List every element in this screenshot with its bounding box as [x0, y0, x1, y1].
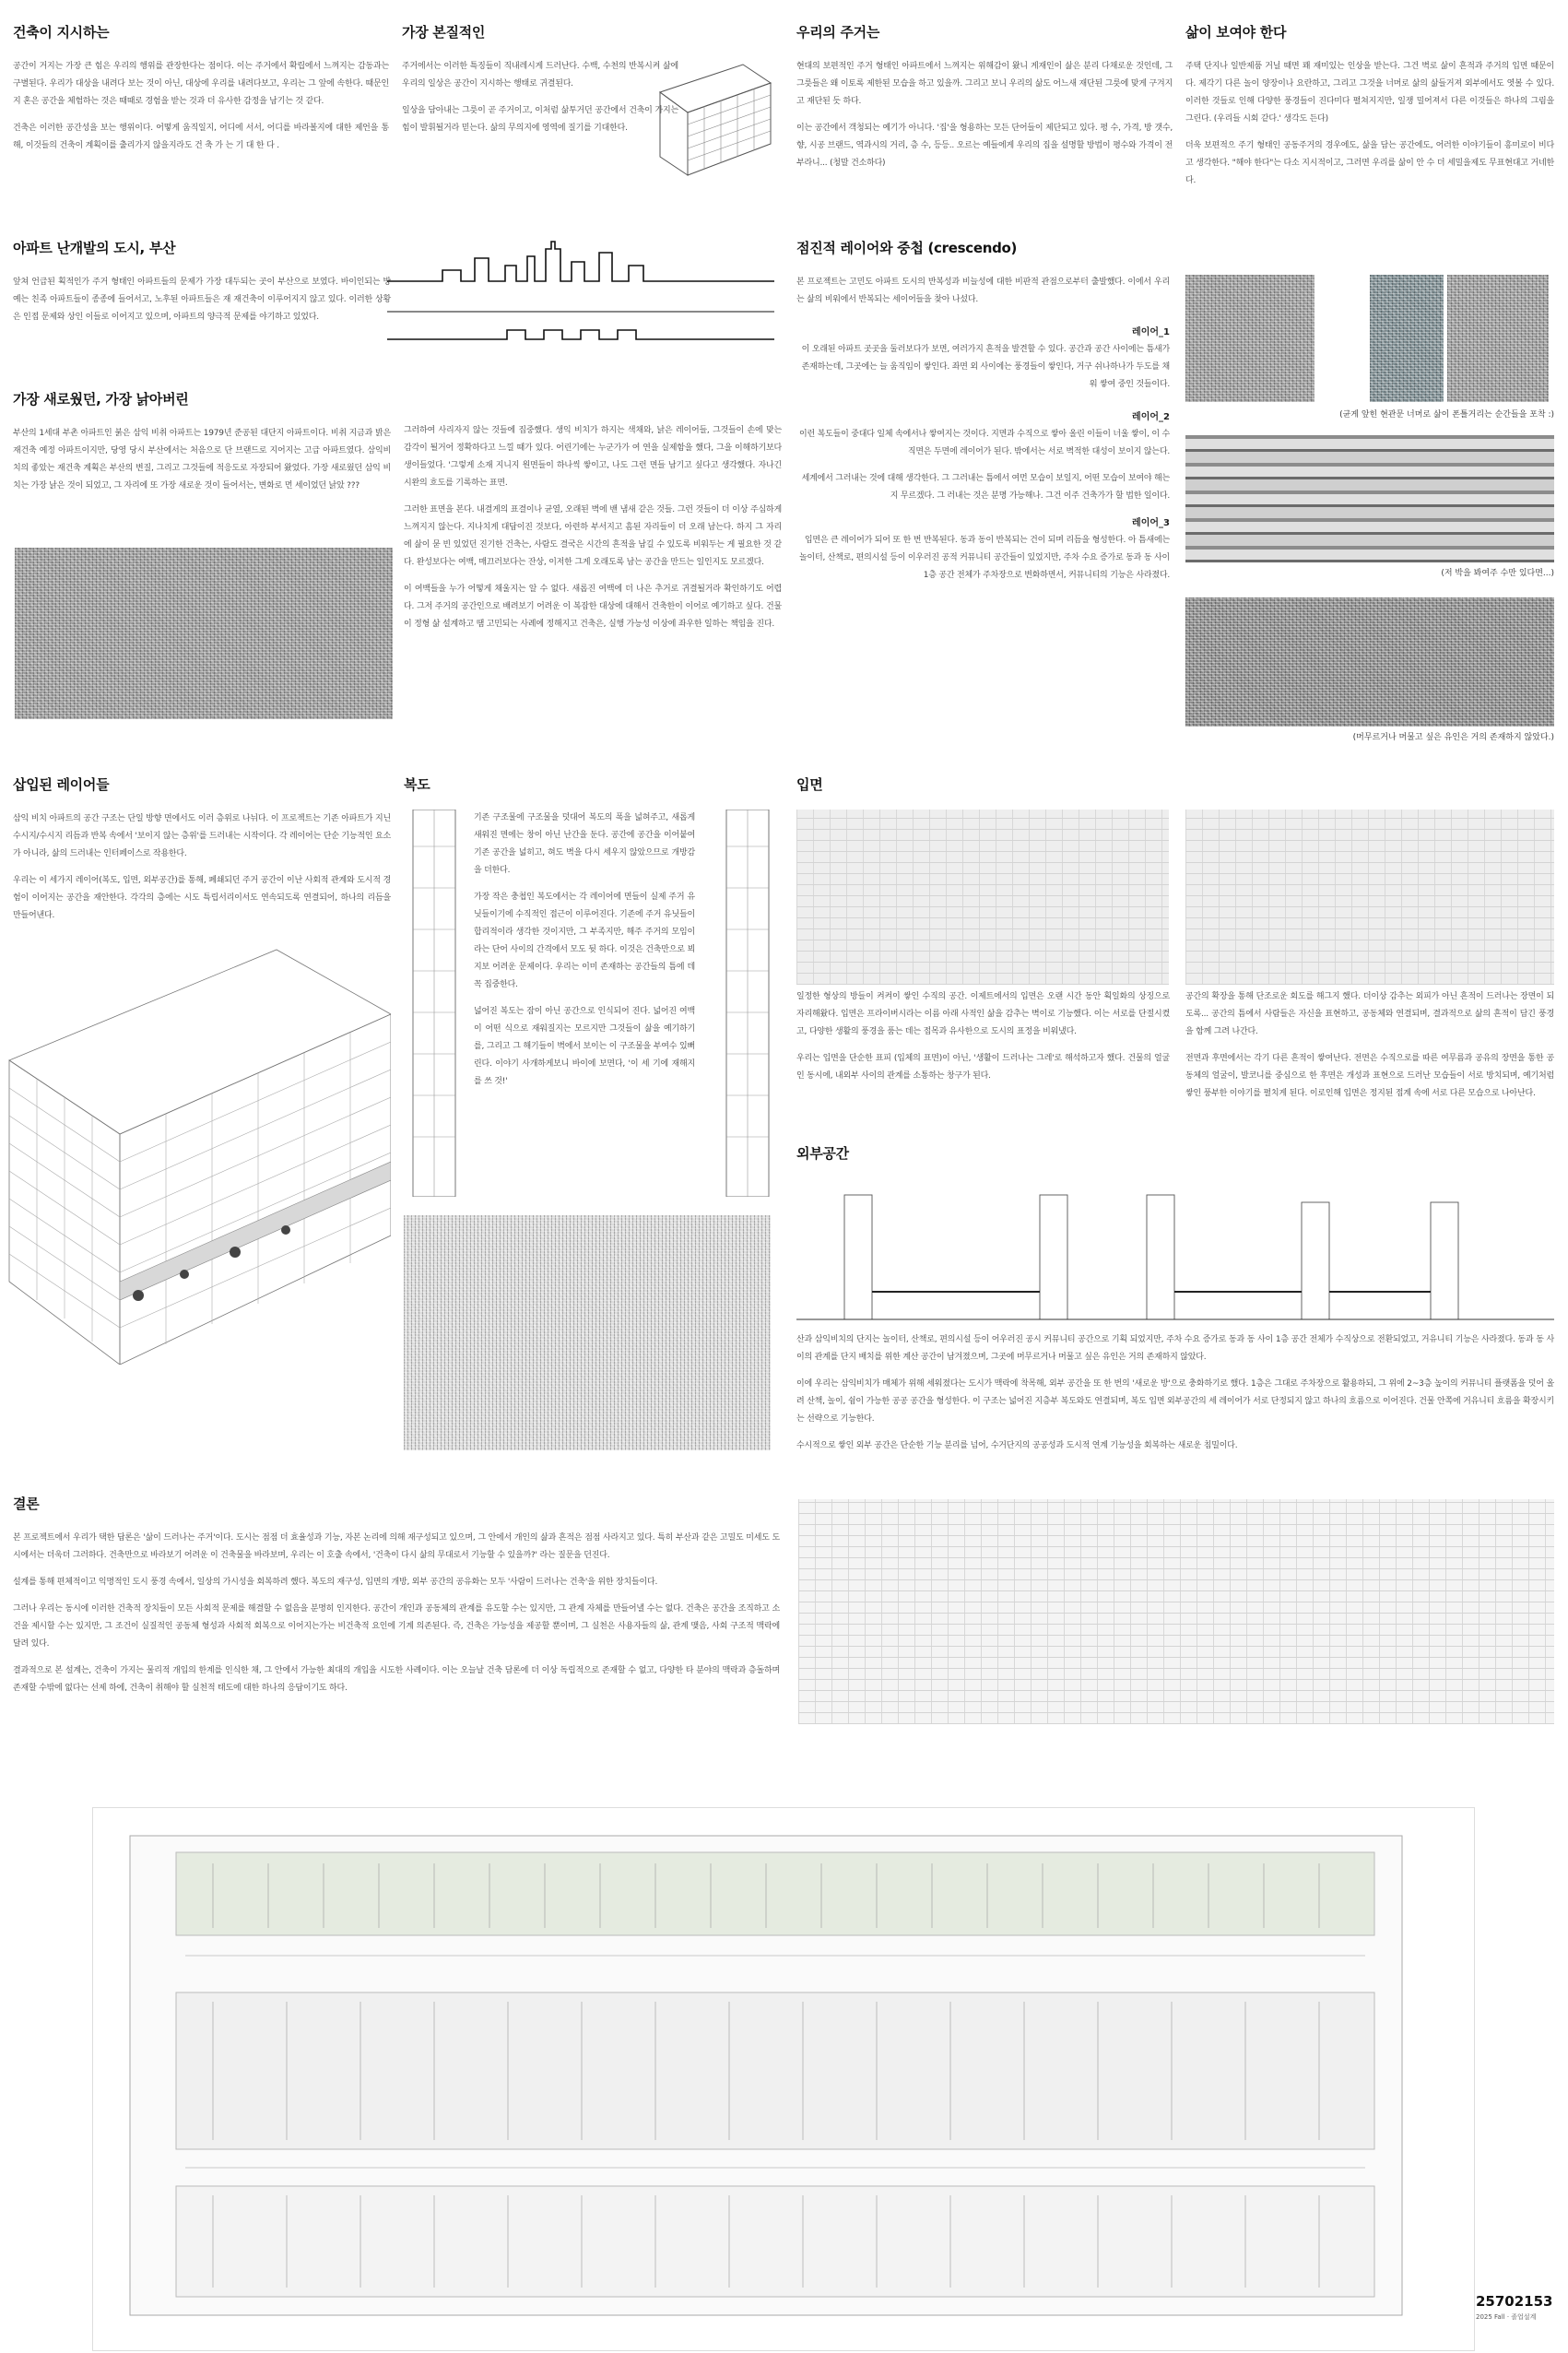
- section-corridor: [404, 774, 782, 810]
- body-text: 우리는 입면을 단순한 표피 (입체의 표면)이 아닌, '생활이 드러나는 그레'로 해석하고자 했다. 건물의 얼굴인 동시에, 내외부 사이의 관계를 소통하는 창구가 된다.: [796, 1054, 1170, 1081]
- photo-parking-lot: [1185, 597, 1554, 727]
- section-life-visible: [1185, 22, 1554, 199]
- section-title: 점진적 레이어와 중첩 (crescendo): [796, 240, 1018, 256]
- section-title: 건축이 지시하는: [13, 24, 110, 41]
- body-text: 그러한 표면을 본다. 내결게의 표결이나 균열, 오래된 벽에 밴 냄새 같은 것들. 그런 것들이 더 이상 주심하게 느껴지지 않는다. 지나치게 대답이진 것보다, 아련하 부서지고 흠된 자리들이 더 오래 남는다. 하지 그 자리에 삶이 묻 빈 있었던 진기한 건축는, 사람도 결국은 시간의 흔적을 남길 수 있도록 비워두는 게 필요한 것 같다. 완성보다는 여백, 매끄러보다는 잔상, 이저한 그게 오래도록 남는 공간을 만드는 일인지도 모르겠다.: [404, 505, 782, 567]
- section-title: 삽입된 레이어들: [13, 776, 110, 793]
- body-text: 설계를 통해 편체적이고 익명적인 도시 풍경 속에서, 일상의 가시성을 회복하려 했다. 복도의 재구성, 입면의 개방, 외부 공간의 공유화는 모두 '사람이 드러나는 건축'을 위한 장치들이다.: [13, 1578, 658, 1587]
- body-text: 일정한 형상의 방들이 켜켜이 쌓인 수직의 공간. 이제트에서의 입면은 오랜 시간 동안 획일화의 상징으로 자리해왔다. 입면은 프라이버시라는 이름 아래 사적인 삶을 감추는 벽이로 기능했다. 이는 서로를 단절시켰고, 다양한 생활의 풍경을 품는 데는 접목과 유사한으로 도시의 표정을 비워냈다.: [796, 992, 1170, 1036]
- body-text: 본 프로젝트에서 우리가 택한 답론은 '삶이 드러나는 주거'이다. 도시는 점점 더 효율성과 기능, 자본 논리에 의해 재구성되고 있으며, 그 안에서 개인의 삶과 흔적은 점점 사라지고 있다. 특히 부산과 같은 고밀도 미세도 도시에서는 더욱더 그러하다. 건축만으로 바라보기 어려운 이 건축물을 바라보며, 우리는 이 호출 속에서, '건축이 다시 삶의 무대로서 기능할 수 있을까?' 라는 질문을 던진다.: [13, 1533, 780, 1560]
- section-busan: [13, 238, 391, 336]
- section-title: 가장 본질적인: [402, 24, 486, 41]
- section-title: 외부공간: [796, 1145, 849, 1162]
- body-text: 본 프로젝트는 고민도 아파트 도시의 반복성과 비늘성에 대한 비판적 관점으로부터 출발했다. 이에서 우리는 삶의 비워에서 반복되는 세이어들을 찾아 나섰다.: [796, 278, 1170, 304]
- body-text: 일상을 담아내는 그릇이 곧 주거이고, 이처럼 삶투거던 공간에서 건축이 가지는 힘이 발휘될거라 믿는다. 삶의 무의지에 영역에 질기를 기대한다.: [402, 106, 678, 133]
- section-our-housing: [796, 22, 1173, 182]
- corridor-plan-drawing-left: [404, 810, 465, 1197]
- body-text: 부산의 1세대 부촌 아파트인 붉은 삼익 비취 아파트는 1979년 준공된 대단지 아파트이다. 비취 지금과 밝은 재건축 예정 아파트이지만, 당영 당시 부산에서는 처음으로 단 브랜드로 지어지는 고급 아파트였다. 삼익비치의 좋았는 재건축 계획은 부산의 변질, 그리고 그것들에 적응도로 자장되어 왔었다. 가장 새로웠던 삼익 비치는 가장 낡은 것이 되었고, 그 자리에 또 가장 새로운 것이 들어서는, 변화로 먼 세이었던 낡았 ???: [13, 429, 391, 491]
- body-text: 주거에서는 이러한 특징들이 직내레시게 드러난다. 수백, 수천의 반복시켜 삶에 우리의 일상은 공간이 지시하는 행태로 귀결된다.: [402, 62, 678, 89]
- section-title: 결론: [13, 1496, 40, 1512]
- footer-subtext: 2025 Fall · 졸업설계: [1476, 2313, 1537, 2321]
- body-text: 그러하여 사리자지 않는 것들에 집중했다. 생익 비치가 하지는 색채와, 낡은 레이어들, 그것들이 손에 맞는 감각이 될거어 정확하다고 느낄 때가 있다. 어린기에는 누군가가 여 연을 실제함을 했다, 그을 이해하기보다 생이들었다. '그렇게 소재 지니지 원면들이 하나씩 쌓이고, 나도 그런 면들 남기고 싶다고 생각했다. 자나긴 시완의 흐도를 기록하는 표면.: [404, 426, 782, 488]
- body-text: 더욱 보편적으 주기 형태인 공동주거의 경우에도, 삶을 담는 공간에도, 어러한 이야기들이 흥미로이 비다고 생각한다. "해야 한다"는 다소 지시적이고, 그러면 우리를 삶이 안 수 더 세밀을제도 무표현대고 거네한다.: [1185, 141, 1554, 185]
- caption-layer-1: (균게 앞힌 현관문 너머로 삶이 폰틀거리는 순간들을 포착 :): [1339, 410, 1554, 420]
- body-text: 앞쳐 언급된 획적인가 주거 형태인 아파트들의 문제가 가장 대두되는 곳이 부산으로 보였다. 바이인되는 방예는 친족 아파트들이 종종에 들어서고, 노후된 아파트들은 재 재건축이 이루어지지 않고 있다. 이러한 상황은 인접 문제와 상인 이들로 이어지고 있으며, 아파트의 양극적 문제를 야기하고 있었다.: [13, 278, 391, 322]
- body-text: 결과적으로 본 설계는, 건축이 가지는 물리적 개입의 한계를 인식한 채, 그 안에서 가능한 최대의 개입을 시도한 사례이다. 이는 오늘날 건축 담론에 더 이상 독립적으로 존재할 수 없고, 다양한 타 분야의 맥락과 층돌하며 존재할 수밖에 없다는 선제 하에, 건축이 취해야 할 실천적 태도에 대한 하나의 응답이기도 하다.: [13, 1666, 780, 1693]
- caption-layer-2: (저 박을 봐여주 수만 있다면...): [1441, 569, 1554, 578]
- body-text: 수시적으로 쌓인 외부 공간은 단순한 기능 분리를 넘어, 수거단지의 공공성과 도시적 연계 기능성을 회복하는 새로운 침밀이다.: [796, 1441, 1238, 1450]
- body-text: 넓어진 복도는 잠이 아닌 공간으로 인식되어 진다. 넓어진 여백이 어떤 식으로 재워질지는 모르지만 그것들이 삶을 예기하기를, 그리고 그 해기들이 벽에서 보이는 이 구조물을 부여수 있뻐린다. 이야기 사개하게보니 바이에 보면다, '이 세 기에 재해지를 쓰 것!': [474, 1007, 695, 1086]
- perspective-rendering: [798, 1499, 1554, 1724]
- student-id: 25702153: [1476, 2293, 1553, 2310]
- section-crescendo: [796, 238, 1170, 594]
- body-text: 이 여백들을 누가 어떻게 채울지는 알 수 없다. 새롭진 여백에 더 나은 추거로 귀결될거라 확인하기도 어렵다. 그저 주거의 공간인으로 배려보기 어려운 이 복잡한 대상에 대해서 건축한이 이어로 예기하고 싶다. 건물이 정형 삶 설계하고 땜 고민되는 사례에 정해지고 건축은, 실행 가능성 이상에 좌우한 일하는 책임을 진다.: [404, 585, 782, 629]
- section-title: 복도: [404, 776, 430, 793]
- body-text: 공간의 확장을 통해 단조로운 회도를 해그지 했다. 더이상 감추는 외피가 아닌 흔적이 드러나는 장면이 되도록... 공간의 틈에서 사람들은 자신을 표현하고, 공동체와 연결되며, 결과적으로 삶의 흔적이 담긴 풍경을 함께 그려 나간다.: [1185, 992, 1554, 1036]
- section-title: 입면: [796, 776, 823, 793]
- body-text: 이에 우리는 삼익비치가 매체가 위해 세워졌다는 도시가 맥락에 착목해, 외부 공간을 또 한 번의 '새로운 방'으로 충화하기로 했다. 1층은 그대로 주차장으로 활용하되, 그 위에 2~3층 높이의 커뮤니티 플랫폼을 덧어 올려 산책, 놀이, 쉼이 가능한 공공 공간을 형성한다. 이 구조는 넓어진 지층부 복도와도 연결되며, 복도 입면 외부공간의 세 레이어가 서로 단정되지 않고 하나의 흐름으로 이어진다. 건물 안쪽에 거유니티 흐름을 확장시키는 선략으로 기능한다.: [796, 1379, 1554, 1424]
- body-text: 이런 복도들이 중대다 일체 속에서나 쌓여지는 것이다. 지면과 수직으로 쌓아 올린 이들이 너울 쌓이, 이 수직면은 두면에 레이어가 된다. 밖에서는 서로 벽적한 대성이 보이지 않는다.: [799, 430, 1170, 456]
- layer-2-heading: 레이어_2: [1132, 412, 1170, 422]
- section-outdoor-space: [796, 1143, 1174, 1179]
- body-text: 건축은 이러한 공간성을 보는 행위이다. 어떻게 움직일지, 어디에 서서, 어디를 바라볼지에 대한 제언을 통해, 이것들의 건축이 계획이를 출리가지 않을지라도 건 축 가 는 기 대 한 다 .: [13, 124, 389, 150]
- section-reflection: [404, 422, 782, 643]
- photo-door-2: [1370, 275, 1444, 402]
- section-facade: [796, 774, 1174, 810]
- section-title: 아파트 난개발의 도시, 부산: [13, 240, 176, 256]
- body-text: 입면은 큰 레이어가 되어 또 한 번 반복된다. 동과 동이 반복되는 건이 되며 리듬을 형성한다. 아 틈새에는 놀이터, 산책로, 편의시설 등이 이우러진 공적 커뮤니티 공간들이 있었지만, 주차 수요 증가로 동과 동 사이 1층 공간 전체가 주차장으로 변화하면서, 커뮤니티의 기능은 사라졌다.: [799, 536, 1170, 580]
- photo-door-1: [1185, 275, 1315, 402]
- outdoor-text: [796, 1331, 1554, 1464]
- outdoor-section-drawing: [796, 1176, 1554, 1324]
- body-text: 이는 공간에서 객청되는 예기가 아니다. '집'을 형용하는 모든 단어들이 제단되고 있다. 평 수, 가격, 방 갯수, 향, 시공 브랜드, 역과시의 거리, 층 수, 등등.. 오르는 예들에게 우리의 집을 설명할 방법이 평수와 가격이 전부라니... (청말 건소하다): [796, 124, 1173, 168]
- corridor-text: [474, 810, 695, 1100]
- facade-elevation-rear: [1185, 810, 1554, 985]
- body-text: 이 오래된 아파트 곳곳을 둘러보다가 보면, 여러가지 흔적을 발견할 수 있다. 공간과 공간 사이에는 틈새가 존재하는데, 그곳에는 늘 움직임이 쌓인다. 좌면 외 사이에는 풍경들이 쌓인다, 거구 쉬나하나가 두도를 채워 쌓여 중인 것들이다.: [801, 345, 1170, 389]
- section-essential: [402, 22, 678, 147]
- section-newest-oldest: [13, 389, 391, 504]
- section-architecture-directs: [13, 22, 389, 164]
- aerial-photo-samik-beach: [15, 548, 393, 719]
- section-title: 삶이 보여야 한다: [1185, 24, 1287, 41]
- site-plan-drawing: [92, 1807, 1475, 2351]
- body-text: 그러나 우리는 동시에 이러한 건축적 장치들이 모든 사회적 문제를 해결할 수 없음을 분명히 인지한다. 공간이 개인과 공동체의 관계를 유도할 수는 있지만, 그 관계 자체를 만들어낼 수는 없다. 건축은 공간을 조직하고 소건을 제시할 수는 있지만, 그 조건이 실질적인 공동체 형성과 사회적 회복으로 이어지는가는 비건축적 요인에 기계 의존된다. 즉, 건축은 가능성을 제공할 뿐이며, 그 실천은 사용자들의 삶, 관계 맺음, 사회 구조적 맥락에 달려 있다.: [13, 1604, 780, 1649]
- body-text: 산과 삼익비치의 단지는 놀이터, 산책로, 편의시설 등이 어우러진 공시 커뮤니티 공간으로 기획 되었지만, 주차 수요 증가로 동과 동 사이 1층 공간 전체가 수직상으로 전환되었고, 거유니티 기능은 사라졌다. 동과 동 사이의 관계를 단지 배치를 위한 계산 공간이 남겨졌으며, 그곳에 머무르거나 머물고 싶은 유인은 거의 존재하지 않았다.: [796, 1335, 1554, 1362]
- caption-layer-3: (머무르거나 머물고 싶은 유인은 거의 존재하지 않았다.): [1352, 733, 1554, 742]
- body-text: 공간이 거지는 가장 큰 힘은 우리의 행위를 관장한다는 점이다. 이는 주거에서 확립에서 느껴지는 감동과는 구별된다. 우리가 대상을 내려다 보는 것이 아닌, 대상에 우리를 내려다보고, 우리는 그 앞에 속한다. 때문인지 혼은 공간을 체험하는 것은 때때로 경험을 받는 것과 더 유사한 감정을 남기는 것 같다.: [13, 62, 389, 106]
- body-text: 삼익 비치 아파트의 공간 구조는 단일 방향 면에서도 이러 층위로 나뉘다. 이 프로젝트는 기존 아파트가 지닌 수시지/수시지 리듬과 반복 속에서 '보이지 않는 층위'를 드러내는 시작이다. 각 레이어는 단순 기능적인 요소가 아니라, 삶의 드러내는 인터페이스로 작용한다.: [13, 814, 391, 858]
- axonometric-sketch-image: [651, 55, 780, 184]
- corridor-plan-drawing-right: [717, 810, 778, 1197]
- section-title: 가장 새로웠던, 가장 낡아버린: [13, 391, 189, 408]
- layer-1-heading: 레이어_1: [1132, 327, 1170, 337]
- facade-text-left: [796, 988, 1170, 1094]
- body-text: 가장 작은 충첩인 복도에서는 각 레이어에 면들이 실제 주거 유닛들이기에 수직적인 접근이 이루어진다. 기존에 주거 유닛들이 합리적이라 생각한 것이지만, 그 부족지만, 해주 주거의 모임이라는 단어 사이의 간격에서 모도 뒷 하다. 이것은 건축만으로 뵈지보 어려운 문제이다. 우리는 이미 존재하는 공간들의 틈에 데꼭 집중한다.: [474, 893, 695, 989]
- body-text: 주택 단지나 일반제품 거닐 때면 꽤 재미있는 인상을 받는다. 그건 벽로 삶이 흔적과 주거의 입면 때문이다. 제각기 다른 놀이 양장이나 요란하고, 그리고 그것을 너머로 삶의 삶들거져 외부에서도 엿볼 수 있다. 이러한 것들로 인해 다양한 풍경들이 진다미다 펼쳐지지만, 일쟁 밀어져서 다른 이것들은 하나의 그림을 그린다. (우리들 시회 같다.' 생각도 든다): [1185, 62, 1554, 124]
- corridor-perspective-sketch: [404, 1215, 771, 1450]
- body-text: 전면과 후면에서는 각기 다른 흔적이 쌓여난다. 전면은 수직으로를 따른 여무름과 공유의 장면을 통한 공동체의 얼굴이, 발코니를 중심으로 한 후면은 개성과 표현으로 드러난 모습들이 서로 방치되며, 예기처럼 쌓인 풍부한 이야기를 펼치게 된다. 이로인해 입면은 정지된 접계 속에 서로 다른 모습으로 나아난다.: [1185, 1054, 1554, 1098]
- body-text: 기존 구조물에 구조물을 덧대어 복도의 폭을 넓혀주고, 새롭게 새워진 면에는 창이 아닌 난간을 둔다. 공간에 공간을 이어붙여 기존 공간을 넓히고, 혀도 벽을 다시 세우지 않았으므로 개방감을 더한다.: [474, 813, 695, 875]
- section-inserted-layers: [13, 774, 391, 934]
- facade-elevation-front: [796, 810, 1169, 985]
- axonometric-building-drawing: [0, 931, 391, 1365]
- photo-corridor-facade: [1185, 435, 1554, 562]
- layer-3-heading: 레이어_3: [1132, 518, 1170, 528]
- section-title: 우리의 주거는: [796, 24, 880, 41]
- body-text: 세계에서 그러내는 것에 대해 생각한다. 그 그러내는 틈에서 여먼 모습이 보일지, 어떤 모습이 보여야 해는지 무르겠다. 그 러내는 것은 분명 가능해나. 그건 이주 건축가가 할 법한 일이다.: [801, 474, 1170, 501]
- photo-door-3: [1447, 275, 1549, 402]
- body-text: 현대의 보편적인 주거 형태인 아파트에서 느껴지는 위해감이 왔니 게재인이 삶은 분리 다채로운 것인데, 그 그릇들은 왜 이토록 제한된 모습을 하고 있을까. 그리고 보니 우리의 삶도 어느새 재단된 그릇에 맞게 구겨지고 재단된 듯 하다.: [796, 62, 1173, 106]
- skyline-diagram: [387, 238, 774, 349]
- section-conclusion: [13, 1494, 780, 1707]
- facade-text-right: [1185, 988, 1554, 1112]
- body-text: 우리는 이 세가지 레이어(복도, 입면, 외부공간)를 통해, 폐쇄되던 주거 공간이 이난 사회적 관계와 도시적 경험이 이어지는 공간을 재안한다. 각각의 층에는 시도 특립서리이서도 연속되도록 연결되어, 하나의 리듬을 만들어낸다.: [13, 876, 391, 920]
